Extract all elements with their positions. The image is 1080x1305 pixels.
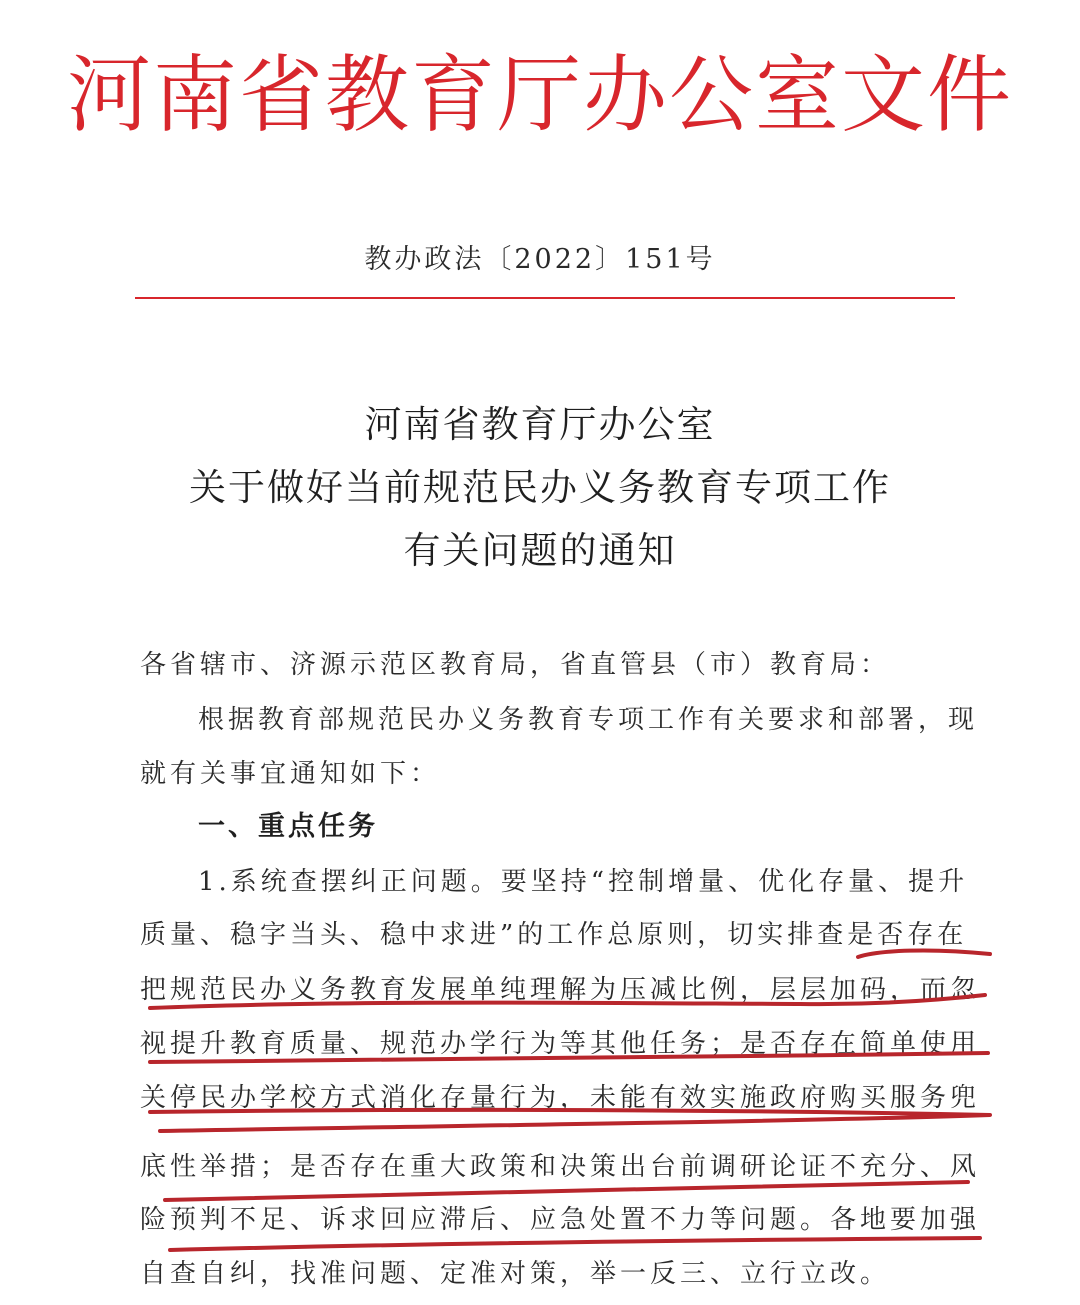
section-heading: 一、重点任务 bbox=[198, 811, 378, 842]
document-number: 教办政法〔2022〕151号 bbox=[364, 244, 716, 275]
paragraph-line: 把规范民办义务教育发展单纯理解为压减比例，层层加码，而忽 bbox=[140, 975, 981, 1005]
paragraph-line: 底性举措；是否存在重大政策和决策出台前调研论证不充分、风 bbox=[140, 1152, 981, 1182]
notice-title bbox=[0, 393, 1080, 582]
paragraph-line: 自查自纠，找准问题、定准对策，举一反三、立行立改。 bbox=[140, 1259, 891, 1289]
paragraph-line: 关停民办学校方式消化存量行为，未能有效实施政府购买服务兜 bbox=[140, 1083, 981, 1113]
issuer-header: 河南省教育厅办公室文件 bbox=[66, 46, 1013, 144]
paragraph-line: 视提升教育质量、规范办学行为等其他任务；是否存在简单使用 bbox=[140, 1029, 981, 1059]
intro-line: 根据教育部规范民办义务教育专项工作有关要求和部署，现 bbox=[198, 705, 979, 735]
paragraph-line: 1.系统查摆纠正问题。要坚持“控制增量、优化存量、提升 bbox=[198, 867, 969, 897]
salutation: 各省辖市、济源示范区教育局，省直管县（市）教育局： bbox=[140, 650, 891, 680]
red-divider-line bbox=[135, 297, 955, 299]
intro-line: 就有关事宜通知如下： bbox=[140, 759, 441, 789]
notice-title-line: 有关问题的通知 bbox=[403, 529, 677, 572]
notice-title-line: 河南省教育厅办公室 bbox=[364, 403, 716, 446]
paragraph-line: 质量、稳字当头、稳中求进”的工作总原则，切实排查是否存在 bbox=[140, 920, 968, 950]
notice-title-line: 关于做好当前规范民办义务教育专项工作 bbox=[189, 466, 891, 509]
paragraph-line: 险预判不足、诉求回应滞后、应急处置不力等问题。各地要加强 bbox=[140, 1205, 981, 1235]
